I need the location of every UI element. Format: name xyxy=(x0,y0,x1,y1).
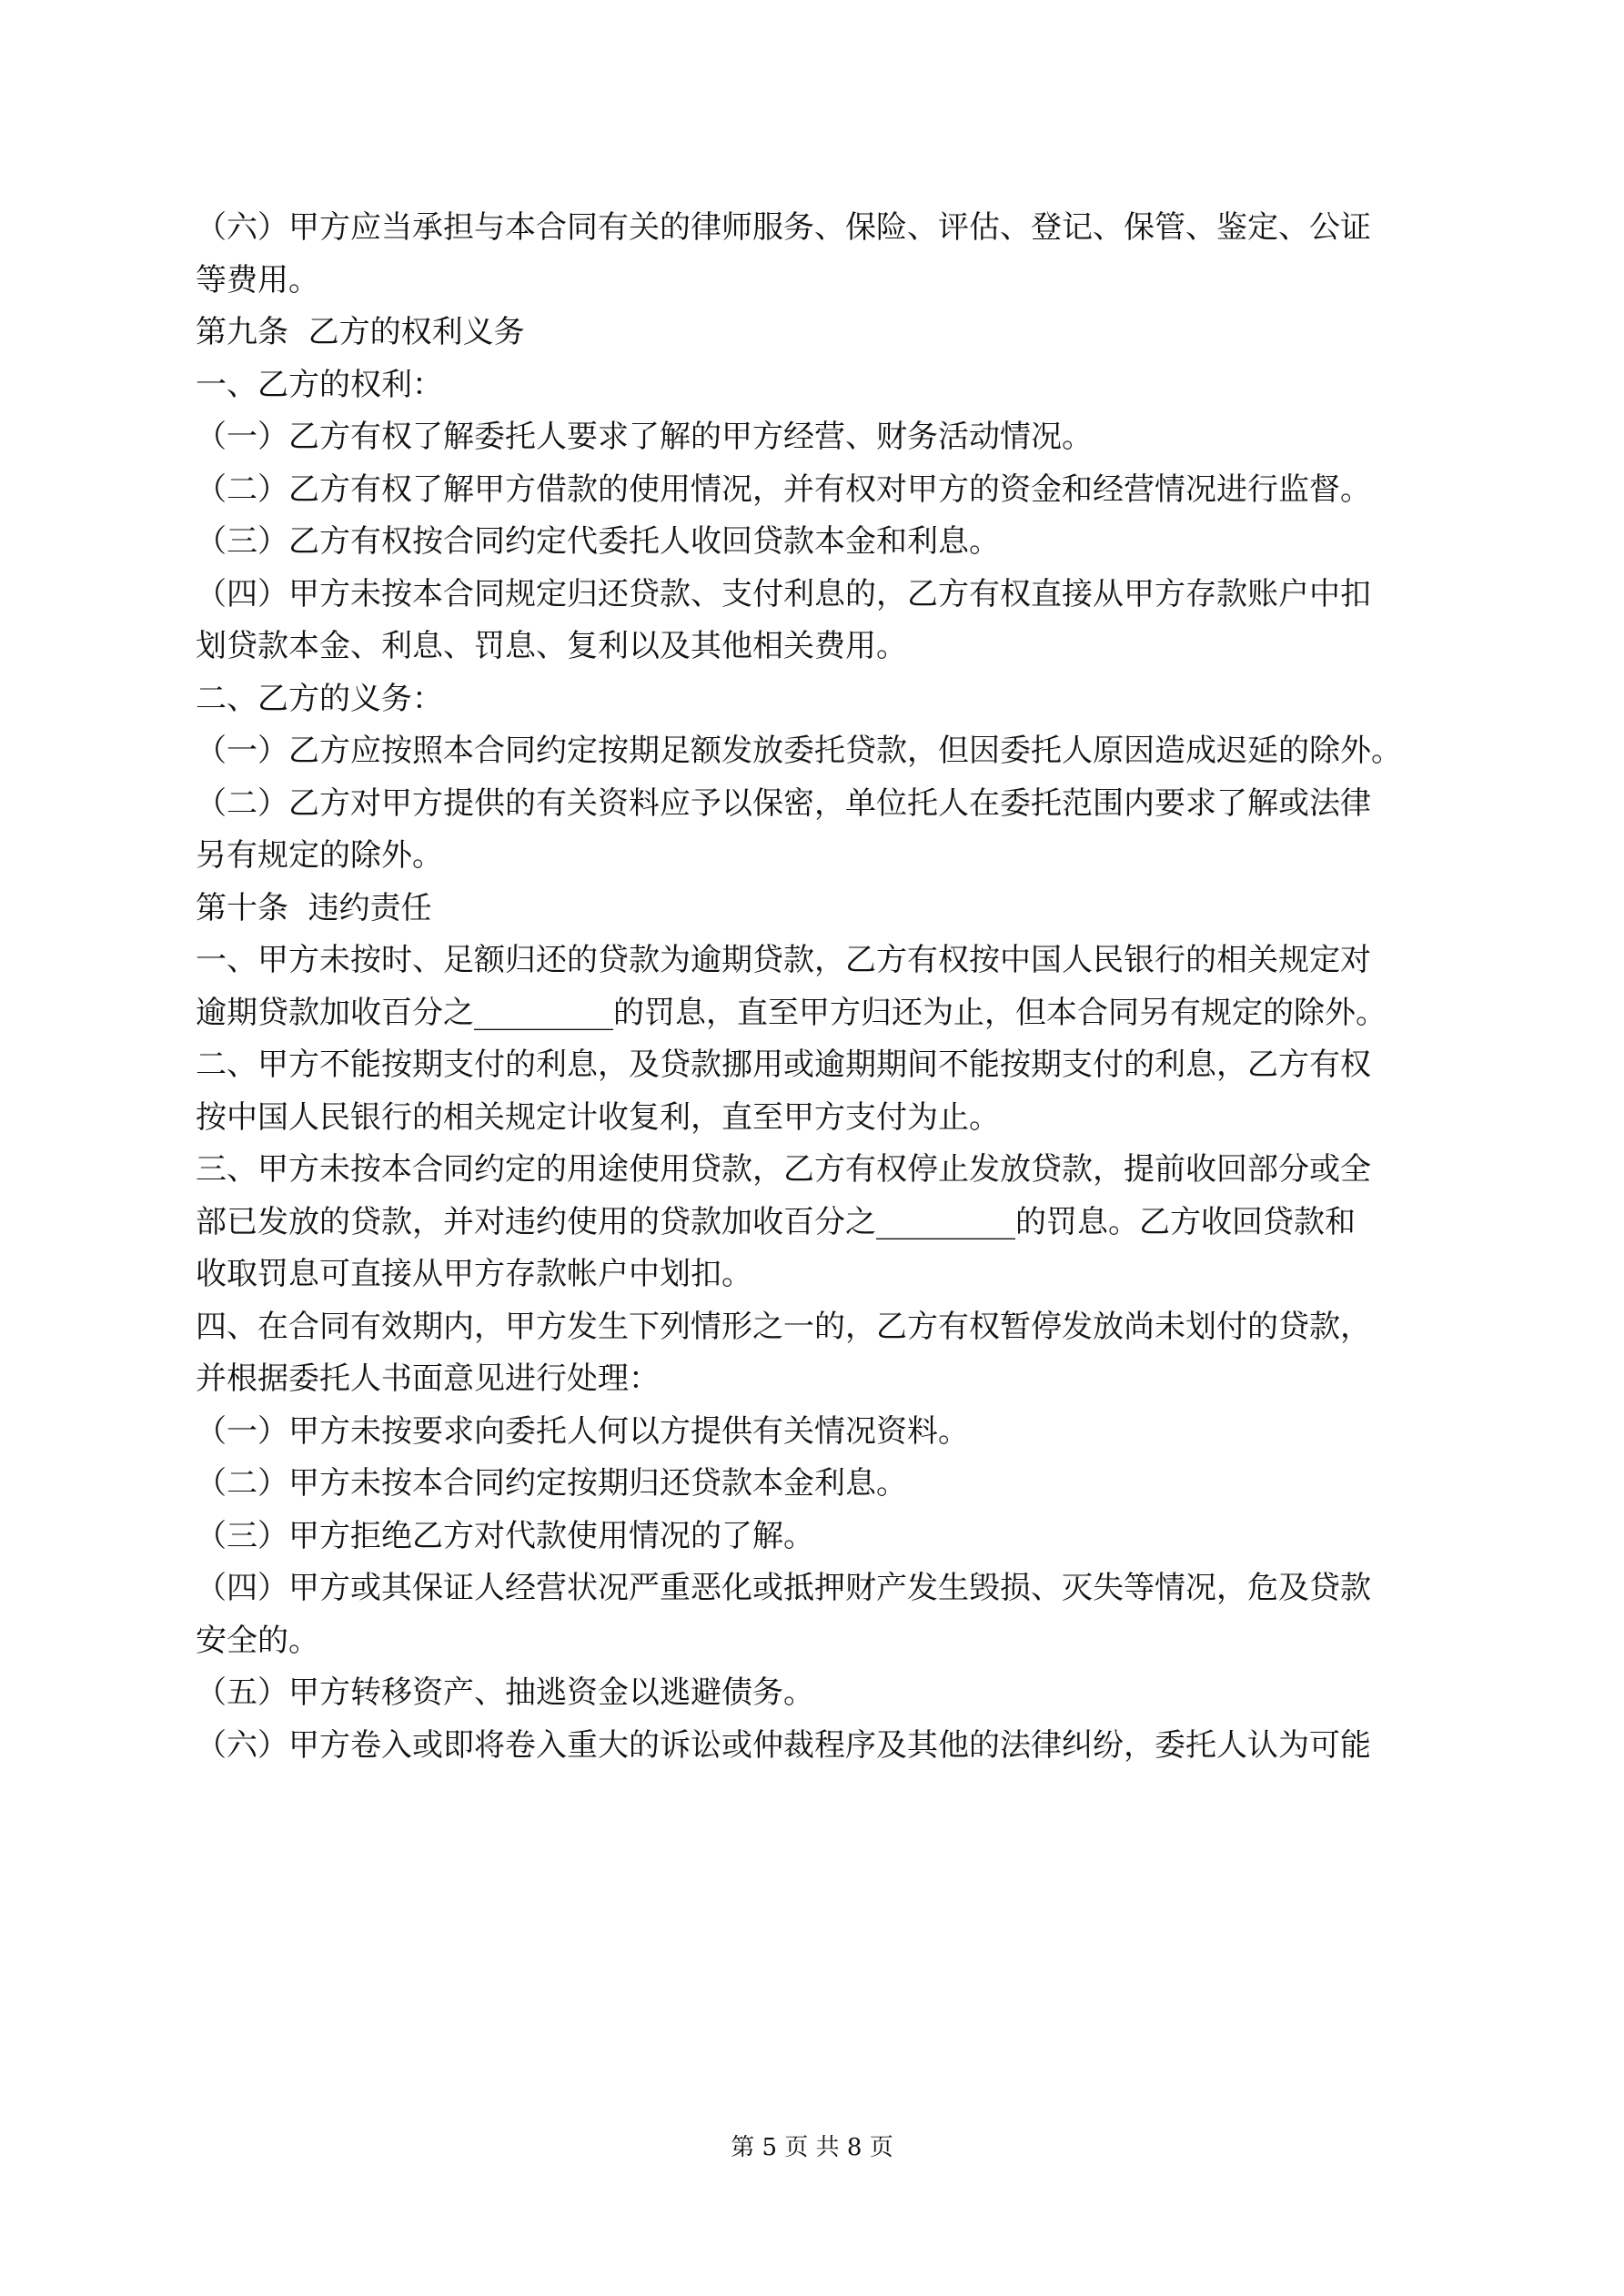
paragraph xyxy=(196,516,1433,569)
section-heading xyxy=(196,883,1433,936)
paragraph xyxy=(196,1039,1433,1144)
text-line: （二）乙方对甲方提供的有关资料应予以保密，单位托人在委托范围内要求了解或法律 xyxy=(196,784,1371,822)
paragraph xyxy=(196,1458,1433,1511)
text-line: （一）乙方有权了解委托人要求了解的甲方经营、财务活动情况。 xyxy=(196,419,1093,455)
text-line: 划贷款本金、利息、罚息、复利以及其他相关费用。 xyxy=(196,628,907,664)
text-line: 三、甲方未按本合同约定的用途使用贷款，乙方有权停止发放贷款，提前收回部分或全 xyxy=(196,1151,1371,1188)
text-line: （四）甲方或其保证人经营状况严重恶化或抵押财产发生毁损、灭失等情况，危及贷款 xyxy=(196,1570,1371,1606)
paragraph xyxy=(196,569,1433,673)
paragraph xyxy=(196,1563,1433,1667)
text-line: 另有规定的除外。 xyxy=(196,837,443,874)
paragraph xyxy=(196,464,1433,517)
text-line: （三）乙方有权按合同约定代委托人收回贷款本金和利息。 xyxy=(196,523,1000,560)
paragraph xyxy=(196,202,1433,307)
paragraph xyxy=(196,1301,1433,1406)
text-line: 收取罚息可直接从甲方存款帐户中划扣。 xyxy=(196,1256,752,1292)
text-line: （五）甲方转移资产、抽逃资金以逃避债务。 xyxy=(196,1674,814,1711)
page-footer: 第 5 页 共 8 页 xyxy=(731,2134,893,2161)
text-line: （三）甲方拒绝乙方对代款使用情况的了解。 xyxy=(196,1517,814,1554)
text-line: （一）甲方未按要求向委托人何以方提供有关情况资料。 xyxy=(196,1412,969,1450)
paragraph xyxy=(196,725,1433,778)
paragraph xyxy=(196,1667,1433,1720)
text-line: （二）乙方有权了解甲方借款的使用情况，并有权对甲方的资金和经营情况进行监督。 xyxy=(196,470,1371,508)
text-line: 一、甲方未按时、足额归还的贷款为逾期贷款，乙方有权按中国人民银行的相关规定对 xyxy=(196,942,1371,978)
document-body xyxy=(196,202,1433,1772)
text-line: 并根据委托人书面意见进行处理： xyxy=(196,1360,660,1397)
paragraph-list xyxy=(196,202,1433,1772)
text-line: 四、在合同有效期内，甲方发生下列情形之一的，乙方有权暂停发放尚未划付的贷款， xyxy=(196,1308,1371,1345)
text-line: （六）甲方卷入或即将卷入重大的诉讼或仲裁程序及其他的法律纠纷，委托人认为可能 xyxy=(196,1726,1371,1764)
text-line: （一）乙方应按照本合同约定按期足额发放委托贷款，但因委托人原因造成迟延的除外。 xyxy=(196,733,1402,769)
text-line: 第十条 违约责任 xyxy=(196,889,432,926)
text-line: （六）甲方应当承担与本合同有关的律师服务、保险、评估、登记、保管、鉴定、公证 xyxy=(196,209,1371,246)
paragraph xyxy=(196,411,1433,464)
paragraph xyxy=(196,935,1433,1039)
text-line: （二）甲方未按本合同约定按期归还贷款本金利息。 xyxy=(196,1465,907,1502)
text-line: 安全的。 xyxy=(196,1622,319,1659)
text-line: 二、甲方不能按期支付的利息，及贷款挪用或逾期期间不能按期支付的利息，乙方有权 xyxy=(196,1047,1371,1083)
paragraph xyxy=(196,1720,1433,1773)
text-line: 等费用。 xyxy=(196,261,319,298)
section-heading xyxy=(196,307,1433,359)
paragraph xyxy=(196,1406,1433,1459)
text-line: （四）甲方未按本合同规定归还贷款、支付利息的，乙方有权直接从甲方存款账户中扣 xyxy=(196,575,1371,612)
text-line: 二、乙方的义务： xyxy=(196,680,443,717)
text-line: 部已发放的贷款，并对违约使用的贷款加收百分之_________的罚息。乙方收回贷款和 xyxy=(196,1203,1356,1240)
paragraph xyxy=(196,1144,1433,1301)
paragraph xyxy=(196,1511,1433,1563)
paragraph xyxy=(196,359,1433,412)
paragraph xyxy=(196,778,1433,883)
text-line: 逾期贷款加收百分之_________的罚息，直至甲方归还为止，但本合同另有规定的除外。 xyxy=(196,994,1387,1031)
text-line: 第九条 乙方的权利义务 xyxy=(196,314,525,350)
text-line: 一、乙方的权利： xyxy=(196,366,443,403)
paragraph xyxy=(196,673,1433,726)
text-line: 按中国人民银行的相关规定计收复利，直至甲方支付为止。 xyxy=(196,1098,1000,1136)
